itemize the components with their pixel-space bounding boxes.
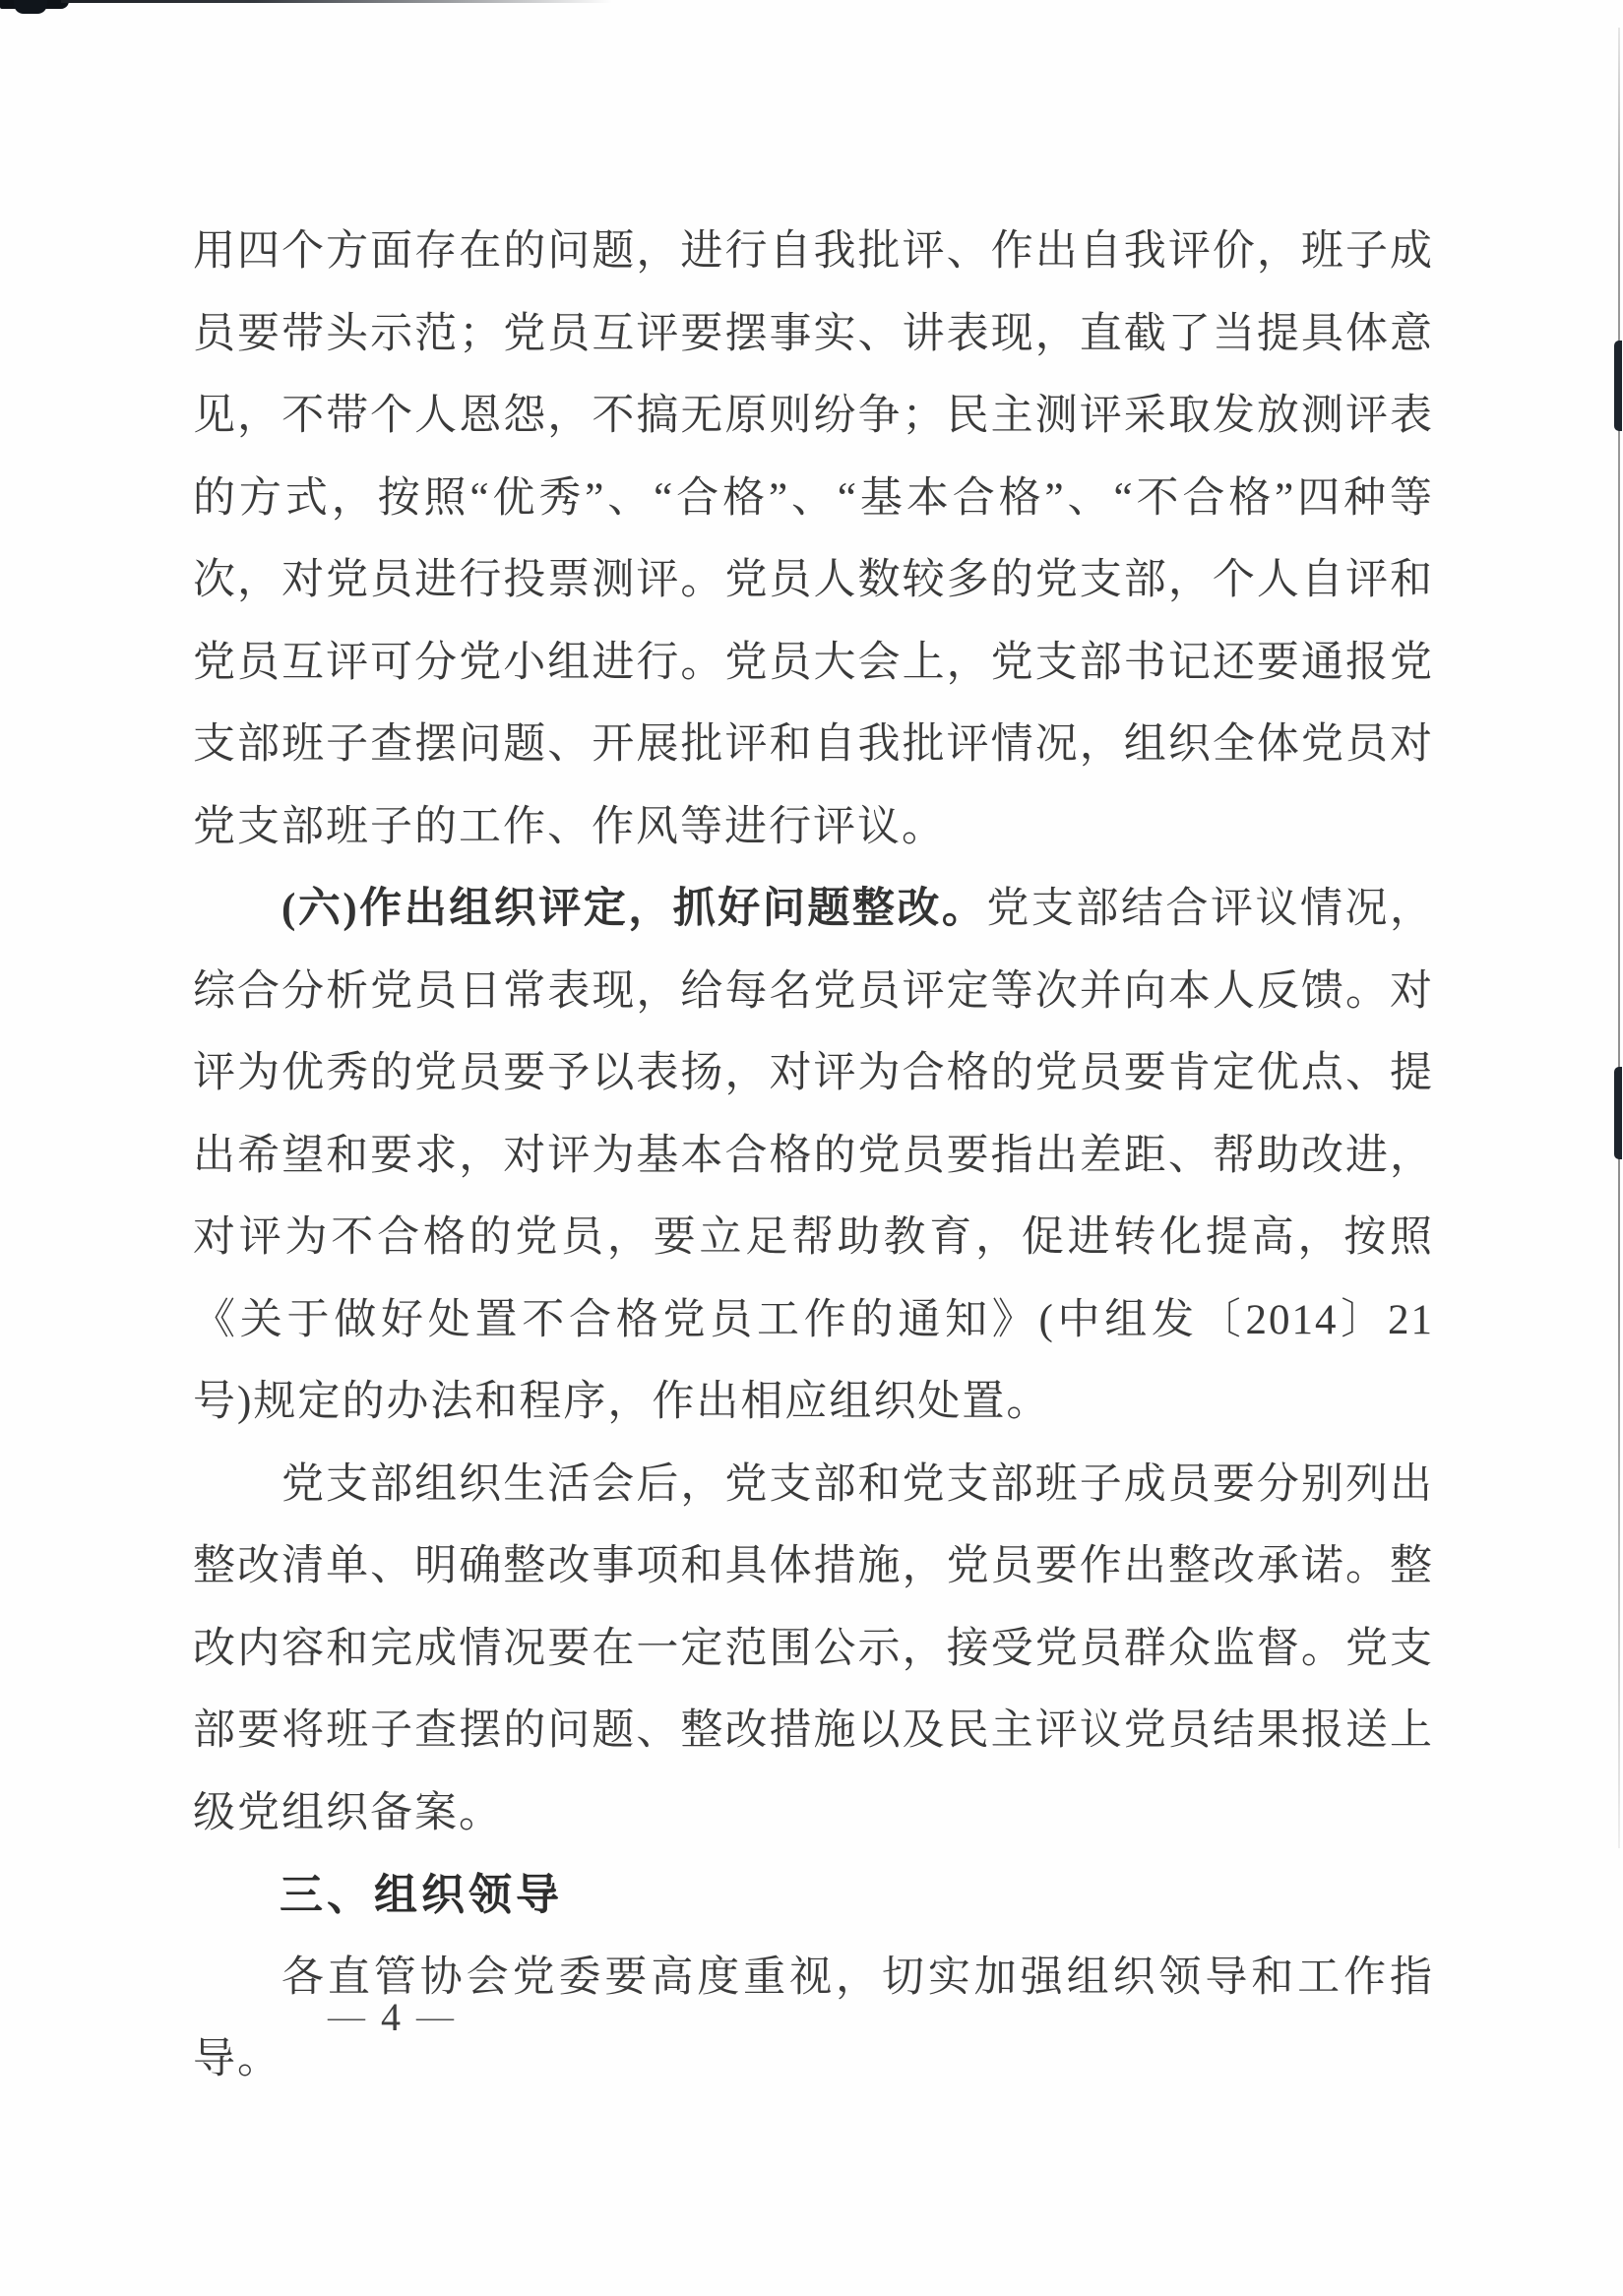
paragraph-bold-lead: (六)作出组织评定，抓好问题整改。: [281, 886, 987, 932]
page-footer: [328, 1994, 454, 2040]
section-heading-organization-leadership: 三、组织领导: [280, 1871, 563, 1919]
footer-dash-left: —: [328, 2000, 365, 2034]
body-paragraph-rectification: 党支部组织生活会后，党支部和党支部班子成员要分别列出整改清单、明确整改事项和具体措施，党员要作出整改承诺。整改内容和完成情况要在一定范围公示，接受党员群众监督。党支部要将班子查摆的问题、整改措施以及民主评议党员结果报送上级党组织备案。: [193, 1460, 1434, 1836]
footer-dash-right: —: [416, 2000, 454, 2034]
body-paragraph-continuation: 用四个方面存在的问题，进行自我批评、作出自我评价，班子成员要带头示范；党员互评要摆事实、讲表现，直截了当提具体意见，不带个人恩怨，不搞无原则纷争；民主测评采取发放测评表的方式，按照“优秀”、“合格”、“基本合格”、“不合格”四种等次，对党员进行投票测评。党员人数较多的党支部，个人自评和党员互评可分党小组进行。党员大会上，党支部书记还要通报党支部班子查摆问题、开展批评和自我批评情况，组织全体党员对党支部班子的工作、作风等进行评议。: [193, 228, 1434, 850]
scan-artifact-top-edge-line: [61, 0, 612, 3]
paragraph-body-text: 党支部结合评议情况，综合分析党员日常表现，给每名党员评定等次并向本人反馈。对评为优秀的党员要予以表扬，对评为合格的党员要肯定优点、提出希望和要求，对评为基本合格的党员要指出差距、帮助改进，对评为不合格的党员，要立足帮助教育，促进转化提高，按照《关于做好处置不合格党员工作的通知》(中组发〔2014〕21 号)规定的办法和程序，作出相应组织处置。: [193, 886, 1434, 1425]
document-body: [193, 211, 1434, 2101]
scan-artifact-right-blob: [1614, 1067, 1622, 1159]
body-paragraph-closing: 各直管协会党委要高度重视，切实加强组织领导和工作指导。: [193, 1954, 1434, 2082]
footer-page-number: 4: [381, 1995, 401, 2039]
body-paragraph-item-six: [193, 868, 1434, 1444]
scan-artifact-top-left-bump: [14, 0, 47, 14]
scan-artifact-right-edge-line: [1618, 28, 1620, 1848]
scan-artifact-right-blob: [1614, 341, 1622, 431]
